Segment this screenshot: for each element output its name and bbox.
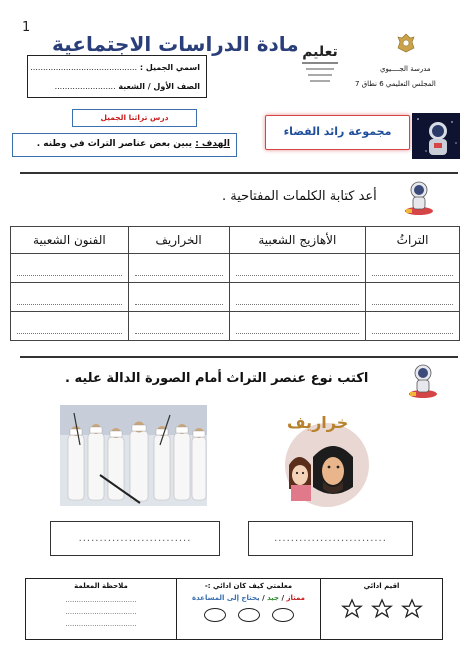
page-number: 1	[22, 20, 31, 35]
image-caption: خراريف	[287, 413, 349, 432]
table-row	[11, 254, 460, 283]
teacher-evaluation-cell	[176, 579, 321, 639]
table-row	[11, 312, 460, 341]
divider	[20, 172, 458, 174]
goal-text: يبين بعض عناصر التراث في وطنه .	[36, 139, 193, 149]
astronaut-rocket-icon	[408, 363, 438, 401]
school-name: مدرسة الجــــيوي	[380, 65, 431, 73]
name-field[interactable]: ..........................................	[30, 63, 138, 72]
star-icon[interactable]	[401, 598, 423, 620]
answer-cell[interactable]	[11, 283, 129, 312]
astronaut-photo	[412, 113, 460, 159]
answer-cell[interactable]	[128, 254, 229, 283]
answer-cell[interactable]	[128, 283, 229, 312]
circle-option[interactable]	[204, 608, 226, 622]
star-rating	[321, 598, 442, 620]
table-row	[11, 283, 460, 312]
note-line[interactable]: ................................	[65, 620, 137, 628]
question-1: أعد كتابة الكلمات المفتاحية .	[222, 189, 377, 204]
answer-cell[interactable]	[366, 254, 460, 283]
circle-option[interactable]	[238, 608, 260, 622]
star-icon[interactable]	[341, 598, 363, 620]
answer-cell[interactable]	[366, 312, 460, 341]
class-label: الصف الأول / الشعبة	[118, 82, 200, 91]
note-line[interactable]: ................................	[65, 608, 137, 616]
group-name: مجموعة رائد الفضاء	[265, 115, 410, 150]
self-assessment-label: اقيم ادائي	[363, 582, 400, 590]
column-header: الخراريف	[128, 227, 229, 254]
name-row	[30, 63, 200, 72]
astronaut-rocket-icon	[404, 180, 434, 218]
level-needs-help: يحتاج إلى المساعدة	[192, 594, 260, 602]
answer-cell[interactable]	[229, 254, 366, 283]
answer-box-right[interactable]: ...........................	[248, 521, 413, 556]
divider	[20, 356, 458, 358]
answer-cell[interactable]	[229, 312, 366, 341]
svg-text:تعليم: تعليم	[302, 44, 338, 60]
circle-option[interactable]	[272, 608, 294, 622]
answer-cell[interactable]	[11, 312, 129, 341]
assessment-table	[25, 578, 443, 640]
note-line[interactable]: ................................	[65, 596, 137, 604]
class-field[interactable]: ........................	[54, 82, 116, 91]
student-info-box	[27, 55, 207, 98]
name-label: اسمي الجميل :	[139, 63, 200, 72]
levels-row	[177, 594, 320, 602]
level-good: جيد	[267, 594, 280, 602]
column-header: الفنون الشعبية	[11, 227, 129, 254]
answer-cell[interactable]	[128, 312, 229, 341]
goal-label: الهدف :	[195, 139, 230, 149]
answer-cell[interactable]	[229, 283, 366, 312]
column-header: التراثُ	[366, 227, 460, 254]
level-circles	[177, 608, 320, 622]
emblem-icon	[395, 32, 417, 54]
goal-box	[12, 133, 237, 157]
self-assessment-cell	[321, 579, 442, 639]
khrareef-image	[255, 403, 393, 507]
teacher-evaluation-label: معلمتي كيف كان ادائي :-	[204, 582, 293, 590]
teacher-note-cell	[26, 579, 176, 639]
level-excellent: ممتاز	[286, 594, 305, 602]
teacher-note-label: ملاحظة المعلمة	[74, 582, 128, 590]
taaleem-logo	[298, 34, 342, 86]
separator: /	[281, 594, 285, 602]
answer-cell[interactable]	[366, 283, 460, 312]
column-header: الأهازيج الشعبية	[229, 227, 366, 254]
answer-cell[interactable]	[11, 254, 129, 283]
answer-box-left[interactable]: ...........................	[50, 521, 220, 556]
subject-title: مادة الدراسات الاجتماعية	[52, 32, 299, 56]
keywords-table	[10, 226, 460, 341]
class-row	[55, 82, 200, 91]
table-header-row	[11, 227, 460, 254]
star-icon[interactable]	[371, 598, 393, 620]
lesson-title: درس تراثنا الجميل	[72, 109, 197, 127]
council-name: المجلس التعليمي 6 نطاق 7	[355, 80, 436, 88]
separator: /	[262, 594, 265, 602]
folk-dance-image	[60, 405, 207, 506]
question-2: اكتب نوع عنصر التراث أمام الصورة الدالة عليه .	[65, 371, 369, 386]
